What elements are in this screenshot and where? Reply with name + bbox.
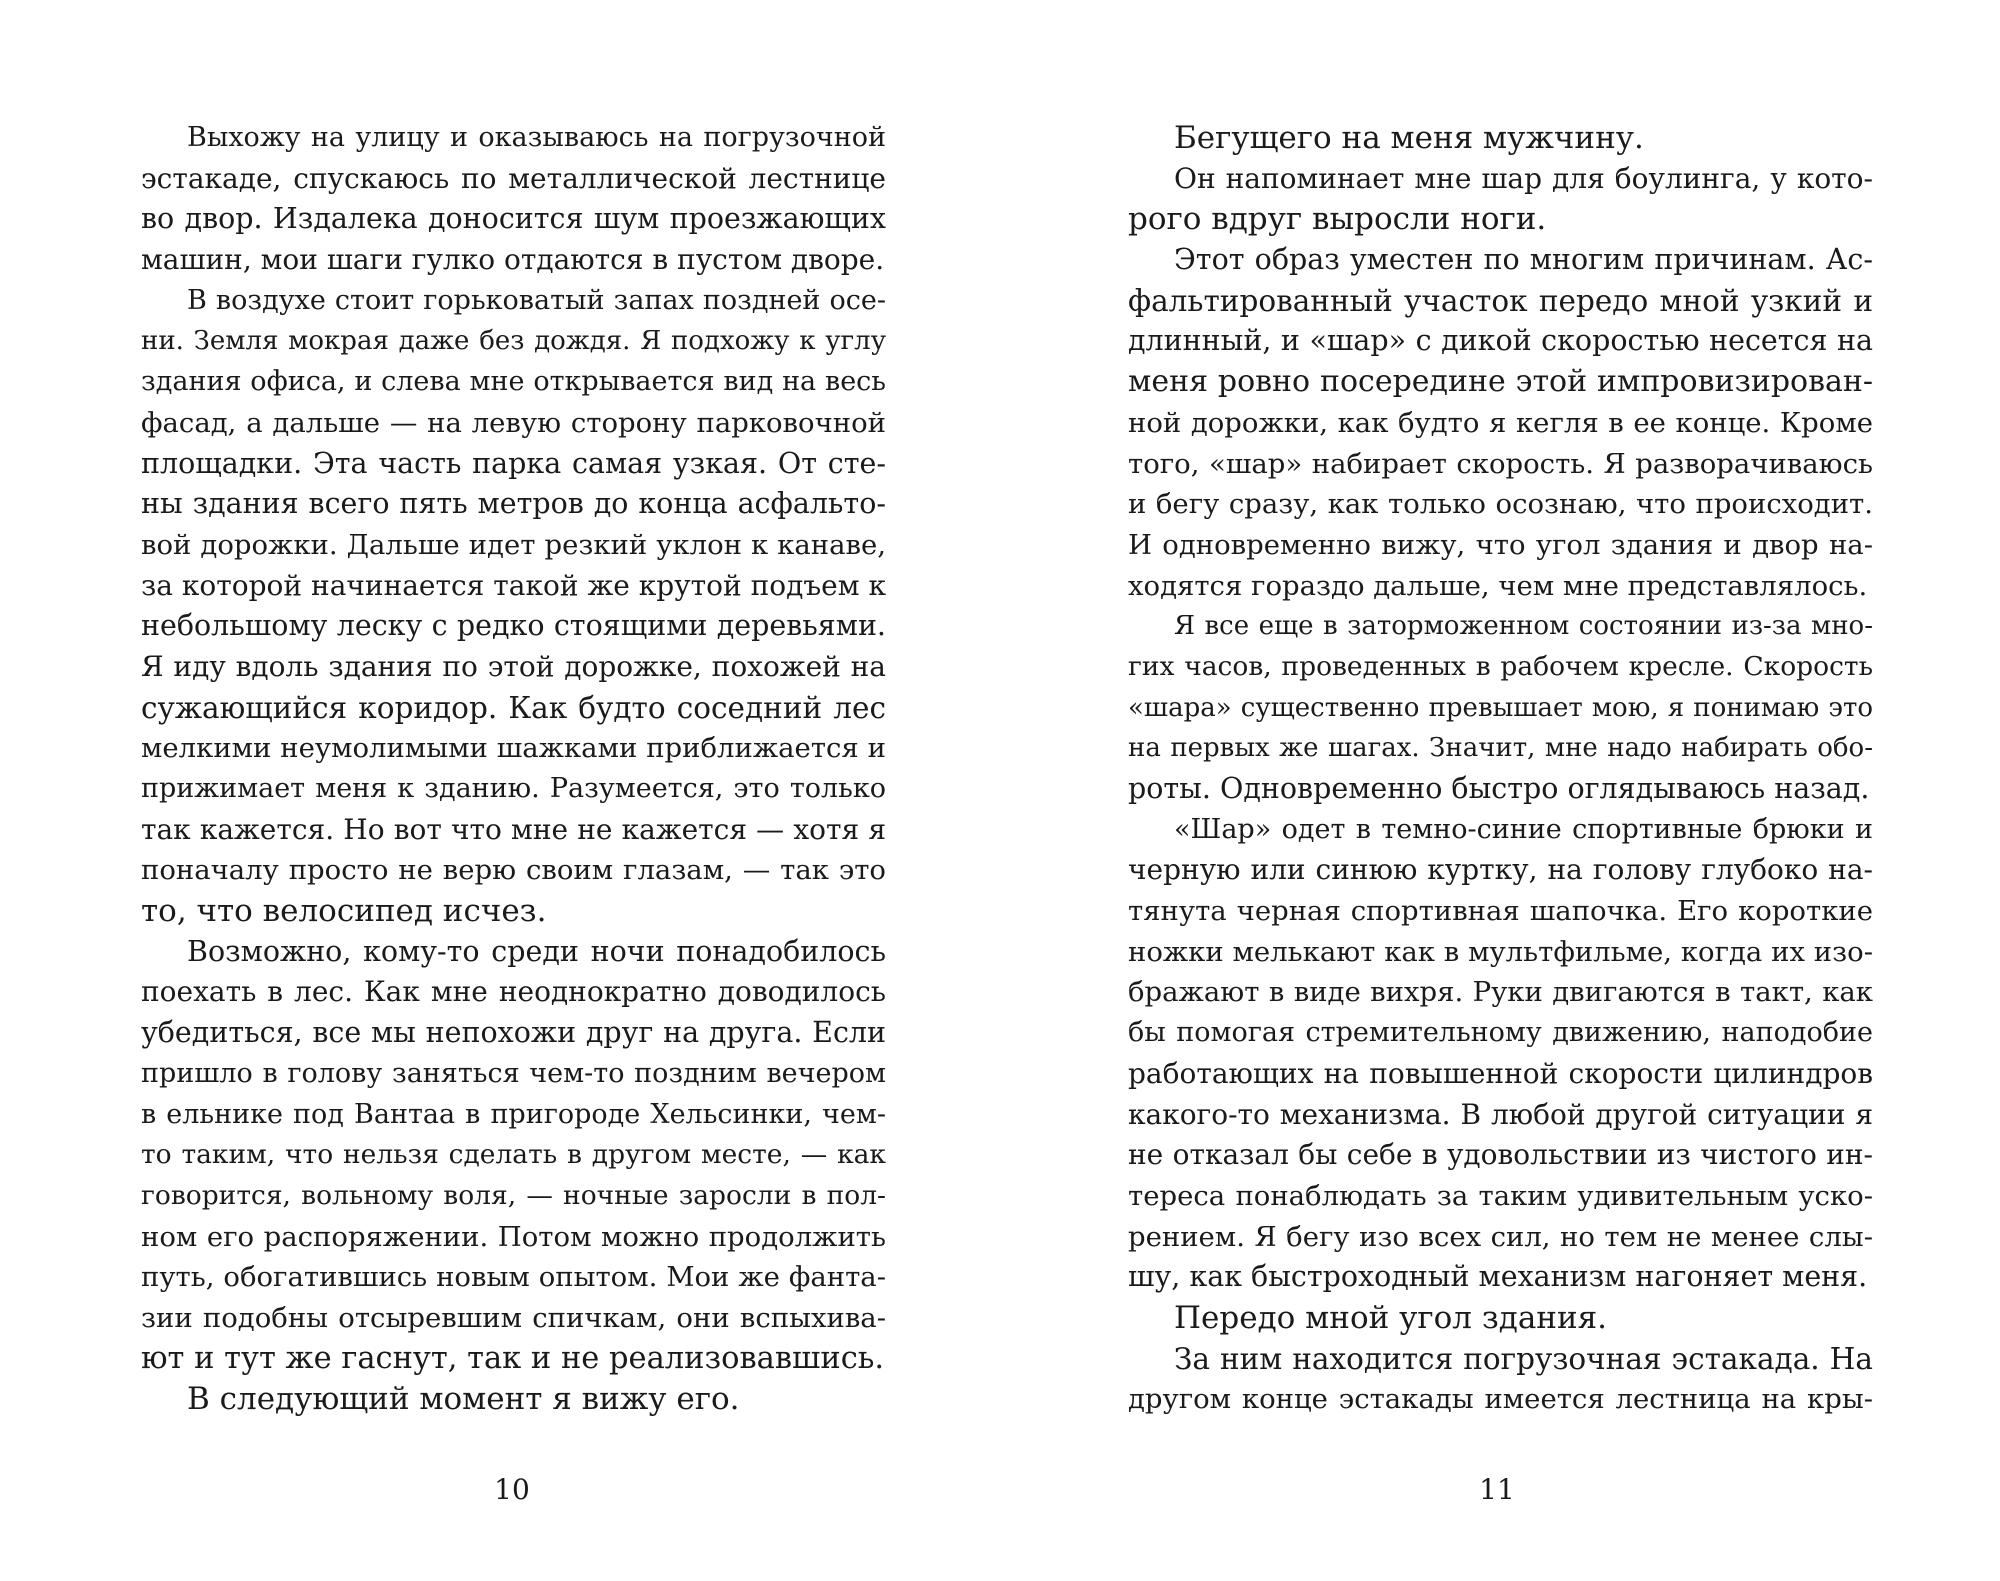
text-line: другом конце эстакады имеется лестница на кры- — [1128, 1383, 1873, 1416]
text-line: шу, как быстроходный механизм нагоняет меня. — [1128, 1260, 1868, 1294]
page-number-left: 10 — [494, 1473, 530, 1506]
text-line: машин, мои шаги гулко отдаются в пустом дворе. — [141, 243, 885, 277]
text-line: меня ровно посередине этой импровизирован- — [1128, 364, 1873, 400]
text-line: ножки мелькают как в мультфильме, когда их изо- — [1128, 935, 1873, 968]
text-line: фасад, а дальше — на левую сторону парковочной — [141, 406, 886, 439]
text-line: В воздухе стоит горьковатый запах поздней осе- — [187, 284, 886, 316]
page-number-right: 11 — [1479, 1473, 1515, 1506]
text-line: «Шар» одет в темно-синие спортивные брюки и — [1174, 813, 1873, 845]
text-line: бы помогая стремительному движению, наподобие — [1128, 1017, 1873, 1049]
text-line: площадки. Эта часть парка самая узкая. От сте- — [141, 446, 886, 480]
text-line: вой дорожки. Дальше идет резкий уклон к канаве, — [141, 528, 886, 561]
text-line: какого-то механизма. В любой другой ситуации я — [1128, 1097, 1873, 1131]
text-line: пришло в голову заняться чем-то поздним вечером — [141, 1057, 886, 1089]
text-line: так кажется. Но вот что мне не кажется — хотя я — [141, 812, 886, 846]
text-line: Бегущего на меня мужчину. — [1174, 120, 1644, 156]
text-line: зии подобны отсыревшим спичкам, они вспыхива- — [141, 1301, 886, 1334]
right-page-text — [1128, 118, 1873, 1420]
text-line: черную или синюю куртку, на голову глубоко на- — [1128, 853, 1873, 887]
text-line: на первых же шагах. Значит, мне надо набирать обо- — [1128, 733, 1873, 764]
text-line: Я иду вдоль здания по этой дорожке, похожей на — [141, 649, 886, 683]
text-line: Выхожу на улицу и оказываюсь на погрузочной — [187, 122, 886, 153]
text-line: не отказал бы себе в удовольствии из чистого ин- — [1128, 1138, 1873, 1172]
text-line: ной дорожки, как будто я кегля в ее конце. Кроме — [1128, 406, 1873, 439]
text-line: то таким, что нельзя сделать в другом месте, — как — [141, 1139, 886, 1171]
text-line: то, что велосипед исчез. — [141, 893, 547, 930]
text-line: ни. Земля мокрая даже без дождя. Я подхожу к углу — [141, 326, 886, 357]
text-line: путь, обогатившись новым опытом. Мои же фанта- — [141, 1261, 886, 1294]
text-line: поехать в лес. Как мне неоднократно доводилось — [141, 975, 886, 1009]
text-line: ют и тут же гаснут, так и не реализовавшись. — [141, 1340, 885, 1376]
text-line: эстакаде, спускаюсь по металлической лестнице — [141, 161, 886, 195]
text-line: фальтированный участок передо мной узкий и — [1128, 283, 1873, 318]
text-line: Этот образ уместен по многим причинам. Ас- — [1174, 243, 1873, 277]
text-line: бражают в виде вихря. Руки двигаются в такт, как — [1128, 976, 1873, 1009]
text-line: ном его распоряжении. Потом можно продолжить — [141, 1220, 886, 1253]
text-line: В следующий момент я вижу его. — [187, 1381, 740, 1418]
text-line: работающих на повышенной скорости цилиндров — [1128, 1056, 1873, 1090]
text-line: в ельнике под Вантаа в пригороде Хельсинки, чем- — [141, 1098, 886, 1130]
text-line: Передо мной угол здания. — [1174, 1299, 1608, 1336]
text-line: тереса понаблюдать за таким удивительным уско- — [1128, 1179, 1873, 1212]
text-line: Я все еще в заторможенном состоянии из-за мно- — [1174, 611, 1873, 642]
text-line: того, «шар» набирает скорость. Я разворачиваюсь — [1128, 447, 1873, 480]
text-line: ны здания всего пять метров до конца асфальто- — [141, 487, 886, 521]
text-line: За ним находится погрузочная эстакада. На — [1174, 1341, 1873, 1376]
text-line: рением. Я бегу изо всех сил, но тем не менее слы- — [1128, 1220, 1873, 1253]
text-line: поначалу просто не верю своим глазам, — так это — [141, 854, 886, 887]
text-line: И одновременно вижу, что угол здания и двор на- — [1128, 528, 1873, 561]
text-line: «шара» существенно превышает мою, я понимаю это — [1128, 692, 1873, 723]
text-line: рого вдруг выросли ноги. — [1128, 201, 1547, 238]
text-line: здания офиса, и слева мне открывается вид на весь — [141, 366, 886, 398]
text-line: сужающийся коридор. Как будто соседний лес — [141, 690, 886, 725]
text-line: во двор. Издалека доносится шум проезжающих — [141, 202, 886, 236]
text-line: мелкими неумолимыми шажками приближается и — [141, 732, 886, 765]
left-page-text — [141, 118, 886, 1420]
text-line: длинный, и «шар» с дикой скоростью несется на — [1128, 324, 1873, 358]
text-line: за которой начинается такой же крутой подъем к — [141, 568, 886, 602]
text-line: роты. Одновременно быстро оглядываюсь назад. — [1128, 772, 1870, 805]
text-line: тянута черная спортивная шапочка. Его короткие — [1128, 895, 1873, 928]
text-line: Возможно, кому-то среди ночи понадобилось — [187, 934, 886, 968]
text-line: гих часов, проведенных в рабочем кресле. Скорость — [1128, 650, 1873, 682]
text-line: говорится, вольному воля, — ночные заросли в пол- — [141, 1179, 886, 1211]
text-line: и бегу сразу, как только осознаю, что происходит. — [1128, 488, 1873, 521]
text-line: Он напоминает мне шар для боулинга, у кото- — [1174, 161, 1873, 195]
text-line: небольшому леску с редко стоящими деревьями. — [141, 609, 886, 643]
text-line: убедиться, все мы непохожи друг на друга. Если — [141, 1016, 886, 1050]
text-line: ходятся гораздо дальше, чем мне представлялось. — [1128, 569, 1868, 602]
text-line: прижимает меня к зданию. Разумеется, это только — [141, 773, 886, 804]
